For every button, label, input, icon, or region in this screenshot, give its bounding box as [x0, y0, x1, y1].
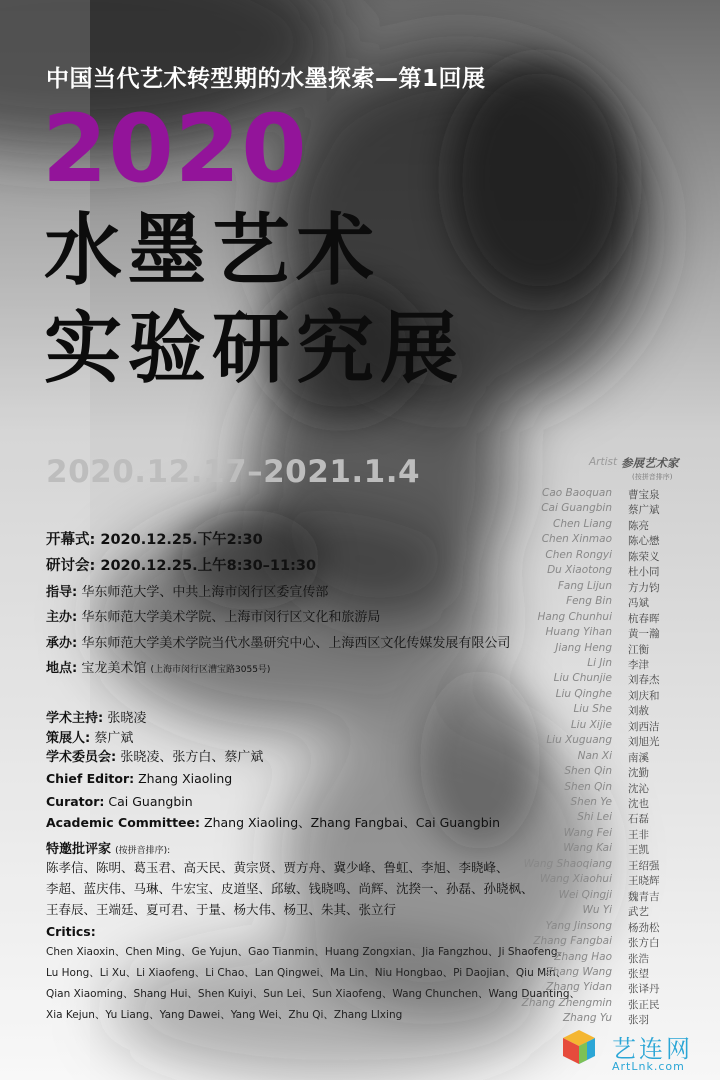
critics-cn-line: 王春辰、王端廷、夏可君、于量、杨大伟、杨卫、朱其、张立行 — [46, 902, 397, 917]
artist-name-cn: 沈勤 — [628, 767, 649, 779]
critics-en-label: Critics: — [46, 924, 96, 939]
critics-cn-heading — [46, 838, 170, 857]
artist-name-en: Du Xiaotong — [547, 564, 612, 576]
venue-address: (上海市闵行区漕宝路3055号) — [150, 665, 271, 675]
exhibition-title-line2: 实验研究展 — [44, 304, 465, 394]
guidance-value: 华东师范大学、中共上海市闵行区委宣传部 — [81, 585, 329, 600]
artist-name-cn: 刘旭光 — [628, 736, 660, 748]
artist-name-en: Shi Lei — [577, 811, 612, 823]
artist-name-cn: 刘春杰 — [628, 674, 660, 686]
venue-label: 地点: — [46, 661, 78, 676]
artist-name-en: Chen Xinmao — [541, 533, 612, 545]
artist-name-en: Chen Liang — [553, 518, 612, 530]
artist-name-en: Liu Xijie — [570, 719, 612, 731]
artist-name-cn: 方力钧 — [628, 582, 660, 594]
artist-name-en: Wang Xiaohui — [539, 873, 612, 885]
artist-header-note: (按拼音排序) — [632, 473, 673, 481]
artlnk-logo-icon — [560, 1028, 598, 1066]
committee-en-value: Zhang Xiaoling、Zhang Fangbai、Cai Guangbin — [204, 815, 501, 830]
artist-name-cn: 张正民 — [628, 999, 660, 1011]
artist-name-cn: 张译丹 — [628, 983, 660, 995]
artist-name-cn: 陈荣义 — [628, 551, 660, 563]
critics-cn-line: 陈孝信、陈明、葛玉君、高天民、黄宗贤、贾方舟、冀少峰、鲁虹、李旭、李晓峰、 — [46, 860, 509, 875]
seminar-label: 研讨会: — [46, 558, 96, 574]
curator-row — [46, 727, 133, 746]
artist-name-cn: 杜小同 — [628, 566, 660, 578]
artist-name-cn: 蔡广斌 — [628, 504, 660, 516]
host-row — [46, 606, 380, 625]
committee-en-label: Academic Committee: — [46, 815, 201, 830]
artist-name-en: Cao Baoquan — [542, 487, 612, 499]
exhibition-year: 2020 — [42, 95, 308, 204]
guidance-label: 指导: — [46, 585, 78, 600]
critics-cn-label: 特邀批评家 — [46, 842, 112, 857]
committee-row — [46, 746, 263, 765]
guidance-row — [46, 581, 328, 600]
artist-name-en: Zhang Fangbai — [533, 935, 612, 947]
organizer-label: 承办: — [46, 636, 78, 651]
artist-name-cn: 江衡 — [628, 644, 649, 656]
committee-en-row — [46, 813, 500, 831]
chief-editor-value: Zhang Xiaoling — [138, 771, 233, 786]
artist-header-en: Artist — [589, 456, 618, 468]
venue-row — [46, 657, 270, 676]
host-label: 主办: — [46, 610, 78, 625]
artist-name-en: Nan Xi — [577, 750, 612, 762]
artist-name-en: Liu Chunjie — [553, 672, 612, 684]
exhibition-title-line1: 水墨艺术 — [44, 206, 381, 296]
artist-name-en: Wang Kai — [563, 842, 612, 854]
academic-host-value: 张晓凌 — [107, 711, 147, 726]
artist-name-cn: 杭春晖 — [628, 613, 660, 625]
curator-en-value: Cai Guangbin — [108, 794, 193, 809]
committee-label: 学术委员会: — [46, 750, 117, 765]
artist-name-cn: 曹宝泉 — [628, 489, 660, 501]
chief-editor-row — [46, 771, 232, 786]
organizer-row — [46, 632, 510, 651]
critics-en-line: Chen Xiaoxin、Chen Ming、Ge Yujun、Gao Tianmin、Huang Zongxian、Jia Fangzhou、Ji Shaofeng、 — [46, 946, 569, 958]
artist-name-en: Wei Qingji — [558, 889, 612, 901]
opening-row — [46, 528, 263, 549]
artist-name-cn: 陈心懋 — [628, 535, 660, 547]
host-value: 华东师范大学美术学院、上海市闵行区文化和旅游局 — [81, 610, 381, 625]
venue-value: 宝龙美术馆 — [81, 661, 147, 676]
artist-name-en: Feng Bin — [566, 595, 612, 607]
artist-name-en: Shen Ye — [570, 796, 612, 808]
artist-name-en: Chen Rongyi — [545, 549, 612, 561]
artist-name-en: Yang Jinsong — [545, 920, 612, 932]
critics-en-line: Xia Kejun、Yu Liang、Yang Dawei、Yang Wei、Zhu Qi、Zhang LIxing — [46, 1009, 403, 1021]
artist-name-cn: 魏青吉 — [628, 891, 660, 903]
artist-name-en: Zhang Yu — [562, 1012, 612, 1024]
exhibition-dates: 2020.12.17–2021.1.4 — [46, 454, 421, 490]
artist-name-cn: 杨劲松 — [628, 922, 660, 934]
committee-value: 张晓凌、张方白、蔡广斌 — [120, 750, 264, 765]
opening-value: 2020.12.25.下午2:30 — [100, 532, 263, 548]
artist-name-cn: 王凯 — [628, 844, 649, 856]
artist-name-cn: 李津 — [628, 659, 649, 671]
artist-name-en: Wu Yi — [582, 904, 612, 916]
critics-en-line: Lu Hong、Li Xu、Li Xiaofeng、Li Chao、Lan Qingwei、Ma Lin、Niu Hongbao、Pi Daojian、Qiu Min、 — [46, 967, 567, 979]
artist-name-cn: 张浩 — [628, 953, 649, 965]
artist-name-en: Zhang Wang — [545, 966, 612, 978]
artist-name-en: Liu Xuguang — [546, 734, 612, 746]
artist-name-en: Liu She — [573, 703, 612, 715]
artist-name-cn: 冯斌 — [628, 597, 649, 609]
curator-label: 策展人: — [46, 731, 91, 746]
artist-name-en: Liu Qinghe — [555, 688, 612, 700]
artist-name-cn: 石磊 — [628, 813, 649, 825]
artist-header-cn: 参展艺术家 — [621, 456, 679, 470]
artist-name-cn: 黄一瀚 — [628, 628, 660, 640]
artist-name-cn: 沈也 — [628, 798, 649, 810]
artist-name-cn: 王绍强 — [628, 860, 660, 872]
curator-value: 蔡广斌 — [94, 731, 134, 746]
academic-host-label: 学术主持: — [46, 711, 104, 726]
artist-name-en: Zhang Zhengmin — [521, 997, 612, 1009]
artist-name-en: Li Jin — [587, 657, 612, 669]
artist-name-cn: 武艺 — [628, 906, 649, 918]
opening-label: 开幕式: — [46, 532, 96, 548]
curator-en-label: Curator: — [46, 794, 105, 809]
artist-name-en: Shen Qin — [564, 781, 612, 793]
artist-name-en: Zhang Hao — [554, 951, 612, 963]
artist-name-cn: 沈沁 — [628, 783, 649, 795]
artlnk-logo-cn: 艺连网 — [612, 1035, 693, 1063]
critics-cn-note: (按拼音排序): — [115, 846, 171, 856]
curator-en-row — [46, 794, 193, 809]
critics-en-heading — [46, 924, 96, 939]
artist-name-cn: 陈亮 — [628, 520, 649, 532]
chief-editor-label: Chief Editor: — [46, 771, 135, 786]
academic-host-row — [46, 707, 146, 726]
artist-name-cn: 张羽 — [628, 1014, 649, 1026]
critics-cn-line: 李超、蓝庆伟、马琳、牛宏宝、皮道坚、邱敏、钱晓鸣、尚辉、沈揆一、孙磊、孙晓枫、 — [46, 881, 534, 896]
seminar-row — [46, 554, 316, 575]
artist-name-cn: 张方白 — [628, 937, 660, 949]
artist-name-cn: 刘庆和 — [628, 690, 660, 702]
artist-name-en: Shen Qin — [564, 765, 612, 777]
artist-name-en: Jiang Heng — [555, 642, 612, 654]
artist-name-cn: 刘西洁 — [628, 721, 660, 733]
critics-en-line: Qian Xiaoming、Shang Hui、Shen Kuiyi、Sun Lei、Sun Xiaofeng、Wang Chunchen、Wang Duanting、 — [46, 988, 580, 1000]
artist-name-en: Hang Chunhui — [537, 611, 612, 623]
organizer-value: 华东师范大学美术学院当代水墨研究中心、上海西区文化传媒发展有限公司 — [81, 636, 511, 651]
artist-name-en: Zhang Yidan — [546, 981, 612, 993]
artist-name-cn: 王晓辉 — [628, 875, 660, 887]
artist-name-cn: 王非 — [628, 829, 649, 841]
exhibition-subtitle: 中国当代艺术转型期的水墨探索—第1回展 — [46, 66, 486, 92]
artist-name-cn: 南溪 — [628, 752, 649, 764]
artist-name-cn: 张望 — [628, 968, 649, 980]
artist-name-en: Wang Fei — [563, 827, 612, 839]
artist-name-en: Wang Shaoqiang — [523, 858, 612, 870]
artist-name-cn: 刘赦 — [628, 705, 649, 717]
seminar-value: 2020.12.25.上午8:30–11:30 — [100, 558, 317, 574]
artist-name-en: Cai Guangbin — [541, 502, 612, 514]
artlnk-logo-en: ArtLnk.com — [612, 1060, 685, 1073]
artist-name-en: Huang Yihan — [545, 626, 612, 638]
artist-name-en: Fang Lijun — [557, 580, 612, 592]
